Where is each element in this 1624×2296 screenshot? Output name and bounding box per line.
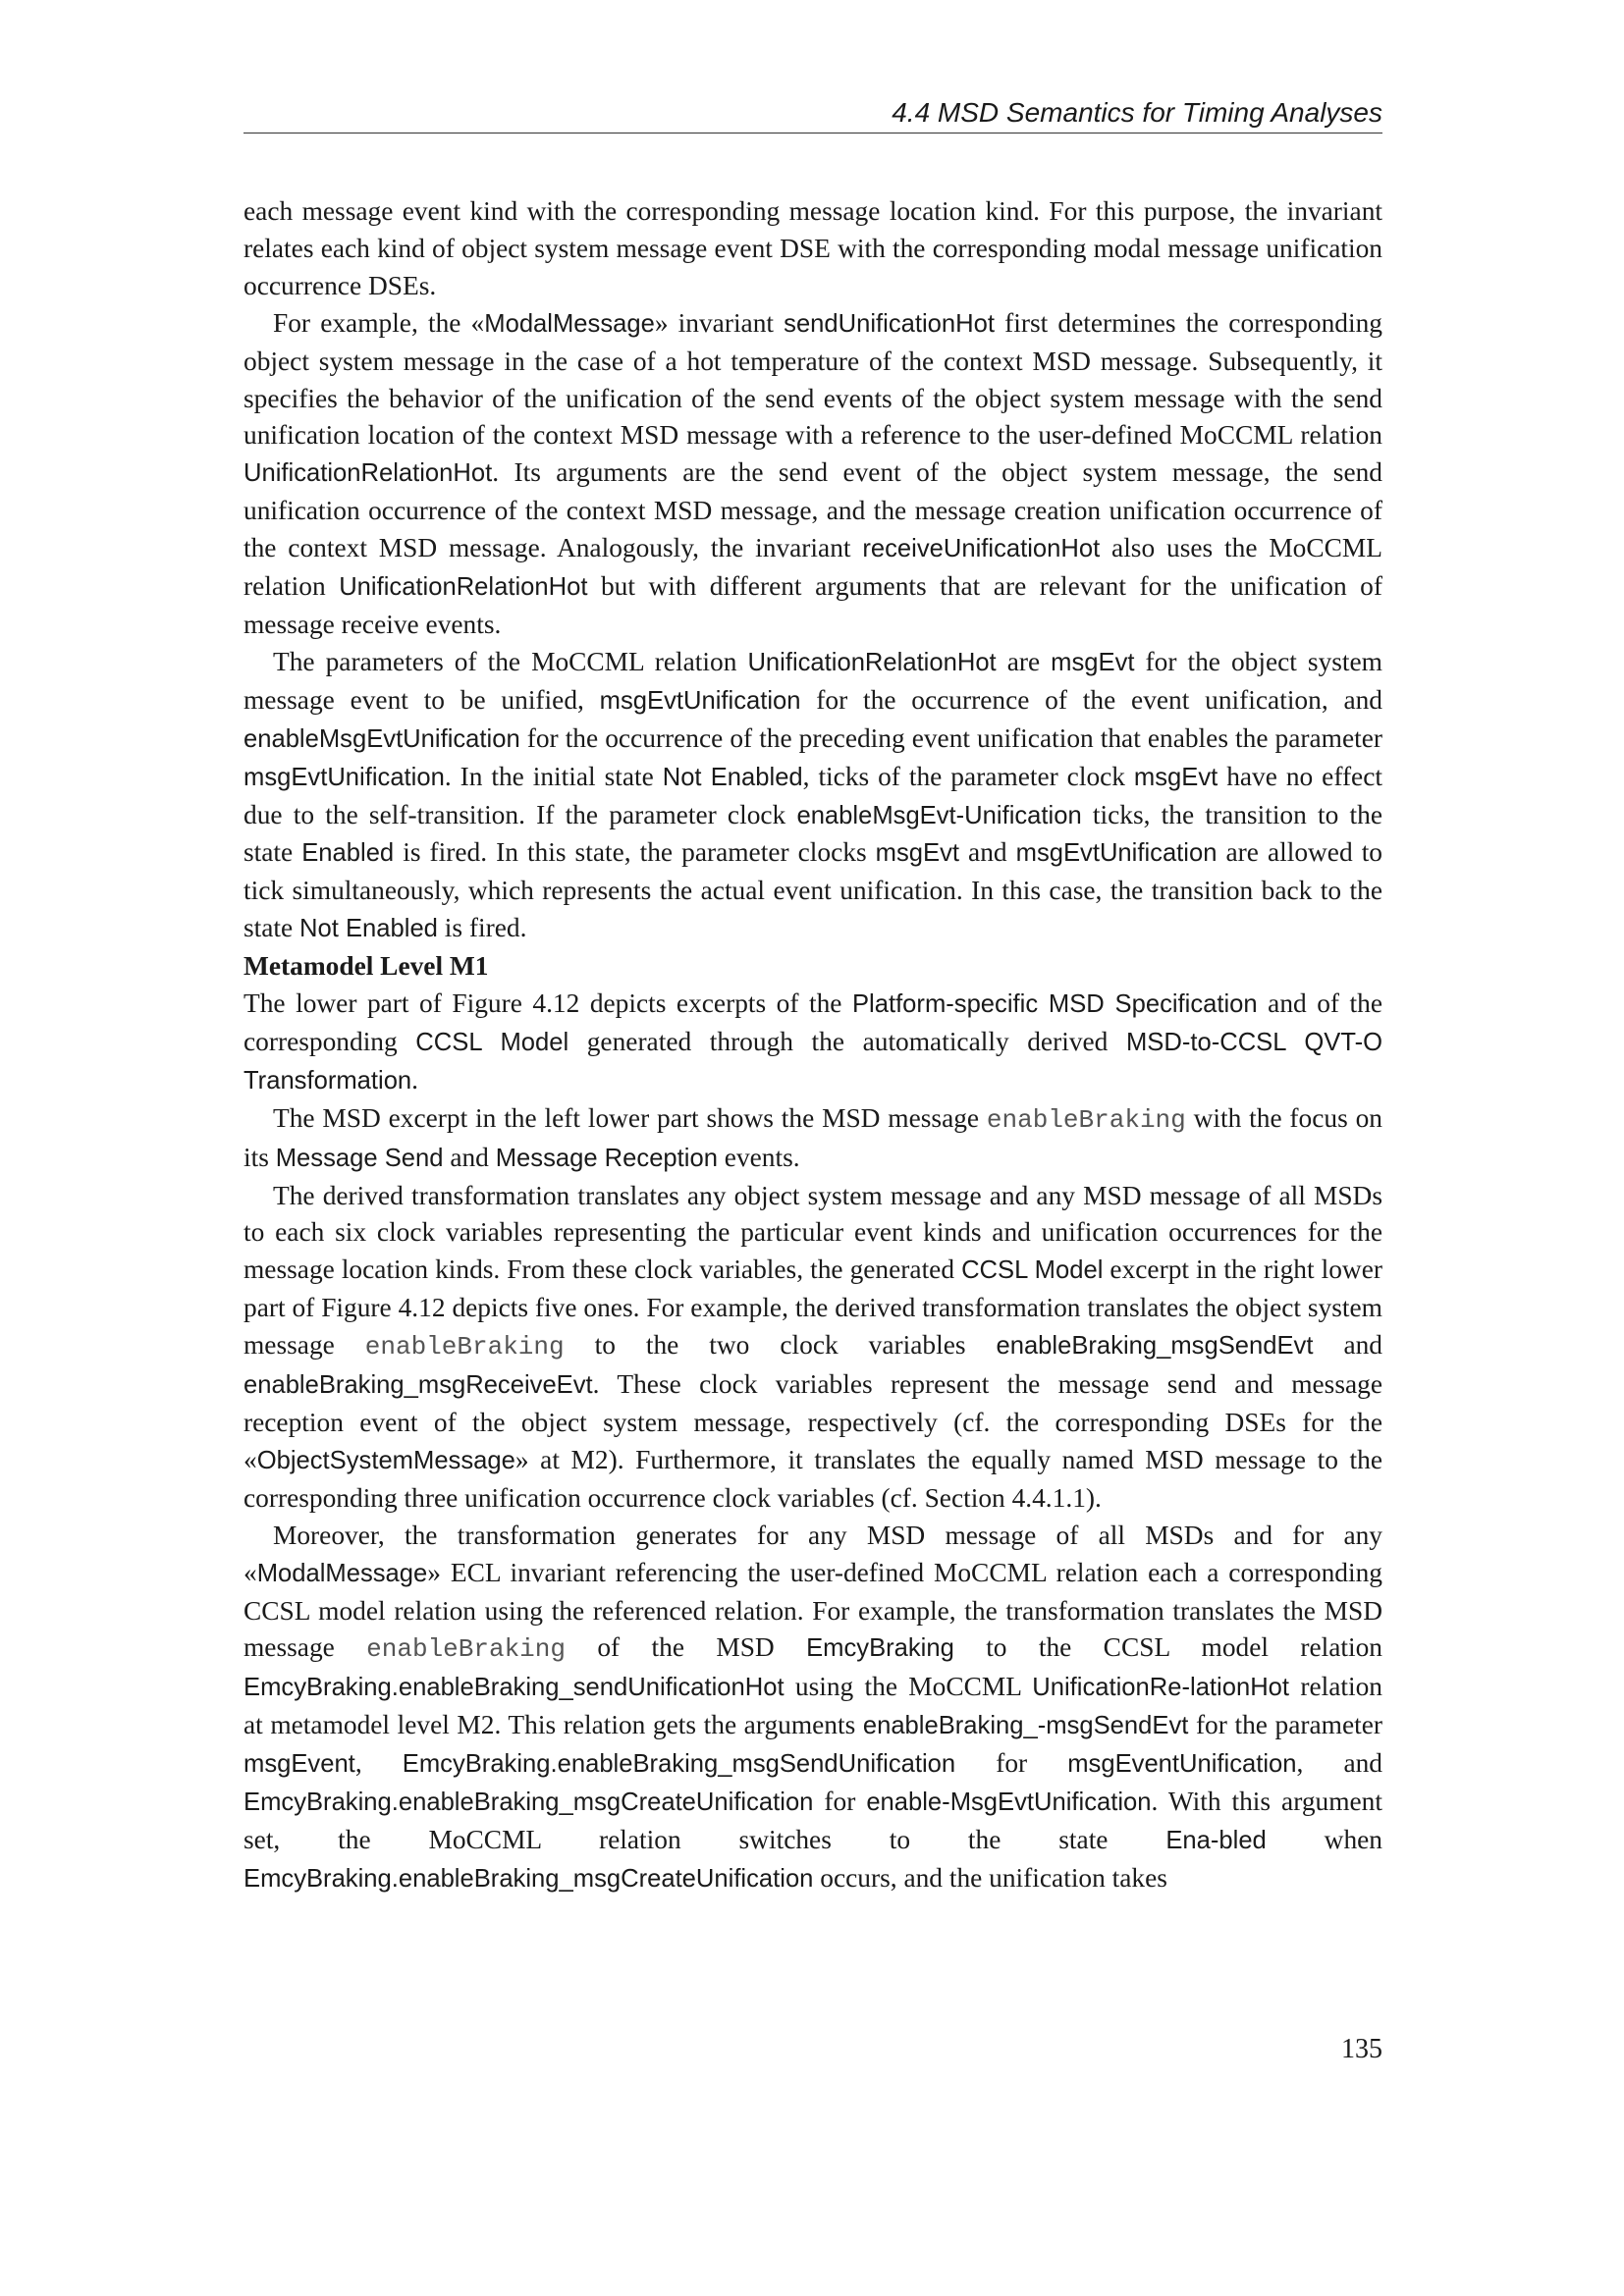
text-run: The parameters of the MoCCML relation	[273, 646, 748, 676]
code-term: EmcyBraking.enableBraking_msgCreateUnification	[244, 1789, 814, 1817]
running-header	[244, 93, 1382, 133]
text-run: Moreover, the transformation generates for any MSD message of all MSDs and for any «	[244, 1520, 1382, 1587]
text-run: for the parameter	[1188, 1710, 1382, 1740]
code-term: Not Enabled	[662, 763, 803, 791]
page-number: 135	[1341, 2034, 1382, 2064]
code-term: msgEvent	[244, 1750, 355, 1779]
code-term: enableMsgEvtUnification	[244, 724, 520, 753]
code-term: ModalMessage	[256, 1559, 428, 1587]
code-term: EmcyBraking.enableBraking_msgCreateUnification	[244, 1864, 814, 1893]
text-run: events.	[717, 1142, 800, 1172]
text-run: but with different arguments that are relevant for the unification of message receive events.	[244, 571, 1382, 639]
text-run: first determines the corresponding object system message in the case of a hot temperature of the context MSD message. Subsequently, it specifies the behavior of the unification of the send events of the object system message with the send unification location of the context MSD message with a reference to the user-defined MoCCML relation	[244, 307, 1382, 451]
paragraph-6	[244, 1178, 1382, 1518]
code-term: msgEvtUnification	[1015, 839, 1218, 868]
paragraph-7	[244, 1518, 1382, 1898]
code-term: Enabled	[301, 839, 395, 868]
paragraph-3	[244, 644, 1382, 948]
running-title: 4.4 MSD Semantics for Timing Analyses	[892, 97, 1382, 128]
text-run: The lower part of Figure 4.12 depicts excerpts of the	[244, 988, 852, 1019]
text-run: . These clock variables represent the message send and message reception event of the object system message, respectively (cf. the corresponding DSEs for the «	[244, 1369, 1382, 1474]
code-term: EmcyBraking	[806, 1634, 954, 1663]
code-term: msgEvt	[1051, 648, 1135, 676]
text-run: and	[1313, 1330, 1382, 1361]
text-run: and	[959, 837, 1016, 868]
monospace-term: enableBraking	[986, 1104, 1186, 1135]
code-term: receiveUnificationHot	[862, 535, 1101, 563]
code-term: msgEvtUnification	[244, 763, 445, 791]
text-run: relation at metamodel level M2. This relation gets the arguments	[244, 1672, 1382, 1740]
code-term: msgEvt	[875, 839, 959, 868]
code-term: UnificationRe-lationHot	[1032, 1674, 1290, 1702]
monospace-term: enableBraking	[366, 1634, 566, 1665]
code-term: Message Send	[275, 1144, 444, 1172]
code-term: enableBraking_-msgSendEvt	[862, 1712, 1189, 1740]
text-run: The derived transformation translates any object system message and any MSD message of all MSDs to each six clock variables representing the particular event kinds and unification occurrences for the message location kinds. From these clock variables, the generated	[244, 1180, 1382, 1285]
code-term: UnificationRelationHot	[244, 459, 493, 488]
text-run: » ECL invariant referencing the user-defined MoCCML relation each a corresponding CCSL model relation using the referenced relation. For example, the transformation translates the MSD message	[244, 1557, 1382, 1663]
text-run: » invariant	[654, 307, 785, 338]
text-run: have no effect due to the self-transition. If the parameter clock	[244, 761, 1382, 829]
text-run: to the CCSL model relation	[953, 1632, 1382, 1663]
code-term: Not Enabled	[299, 915, 438, 943]
code-term: Ena-bled	[1165, 1826, 1267, 1854]
text-run: is fired.	[437, 913, 527, 943]
code-term: Message Reception	[495, 1144, 718, 1172]
paragraph-2	[244, 305, 1382, 644]
text-run: using the MoCCML	[784, 1672, 1033, 1702]
code-term: CCSL Model	[961, 1256, 1104, 1285]
text-run: The MSD excerpt in the left lower part shows the MSD message	[273, 1102, 987, 1133]
text-run: , and	[1296, 1748, 1383, 1779]
text-run: is fired. In this state, the parameter clocks	[394, 837, 876, 868]
code-term: UnificationRelationHot	[747, 648, 997, 676]
code-term: Platform-specific MSD Specification	[851, 990, 1258, 1019]
code-term: enableMsgEvt-Unification	[796, 801, 1082, 829]
text-run: occurs, and the unification takes	[813, 1862, 1167, 1893]
text-run: .	[411, 1064, 419, 1095]
code-term: enableBraking_msgReceiveEvt	[244, 1371, 593, 1400]
code-term: msgEventUnification	[1067, 1750, 1297, 1779]
code-term: enableBraking_msgSendEvt	[996, 1332, 1314, 1361]
code-term: msgEvt	[1133, 763, 1218, 791]
code-term: ModalMessage	[484, 309, 655, 338]
text-run: for the occurrence of the preceding event unification that enables the parameter	[519, 722, 1382, 753]
text-run: when	[1266, 1824, 1382, 1854]
text-run: are	[996, 646, 1052, 676]
code-term: EmcyBraking.enableBraking_msgSendUnification	[402, 1750, 956, 1779]
paragraph-4	[244, 986, 1382, 1100]
code-term: ObjectSystemMessage	[256, 1446, 515, 1474]
paragraph-1	[244, 193, 1382, 305]
paragraph-text: each message event kind with the corresponding message location kind. For this purpose, the invariant relates each kind of object system message event DSE with the corresponding modal message unification occurrence DSEs.	[244, 196, 1382, 300]
code-term: sendUnificationHot	[784, 309, 995, 338]
text-run: generated through the automatically derived	[568, 1026, 1126, 1056]
text-run: for the object system message event to be unified,	[244, 646, 1382, 715]
text-run: for	[955, 1748, 1068, 1779]
text-run: ticks, the transition to the state	[244, 799, 1382, 868]
text-run: for the occurrence of the event unification, and	[800, 684, 1383, 715]
monospace-term: enableBraking	[364, 1332, 565, 1362]
text-run: are allowed to tick simultaneously, which represents the actual event unification. In this case, the transition back to the state	[244, 837, 1382, 943]
code-term: MSD-to-CCSL QVT-O Transformation	[244, 1028, 1383, 1095]
body-text	[244, 193, 1382, 1898]
text-run: and of the corresponding	[244, 988, 1382, 1056]
text-run: For example, the «	[273, 307, 485, 338]
code-term: msgEvtUnification	[599, 686, 801, 715]
paragraph-5	[244, 1100, 1382, 1178]
code-term: UnificationRelationHot	[339, 573, 588, 602]
text-run: and	[443, 1142, 496, 1172]
text-run: of the MSD	[566, 1632, 807, 1663]
section-heading: Metamodel Level M1	[244, 951, 489, 982]
code-term: enable-MsgEvtUnification	[866, 1789, 1152, 1817]
code-term: CCSL Model	[415, 1028, 569, 1056]
code-term: EmcyBraking.enableBraking_sendUnificationHot	[244, 1674, 785, 1702]
text-run: also uses the MoCCML relation	[244, 533, 1383, 602]
text-run: . With this argument set, the MoCCML relation switches to the state	[244, 1787, 1382, 1854]
text-run: » at M2). Furthermore, it translates the equally named MSD message to the corresponding three unification occurrence clock variables (cf. Section 4.4.1.1).	[244, 1444, 1382, 1513]
text-run: . Its arguments are the send event of the object system message, the send unification occurrence of the context MSD message, and the message creation unification occurrence of the context MSD message. Analogously, the invariant	[244, 457, 1382, 563]
text-run: excerpt in the right lower part of Figure 4.12 depicts five ones. For example, the derived transformation translates the object system message	[244, 1255, 1382, 1361]
text-run: with the focus on its	[244, 1102, 1382, 1172]
text-run: , ticks of the parameter clock	[802, 761, 1134, 791]
text-run: to the two clock variables	[564, 1330, 997, 1361]
text-run: ,	[354, 1748, 403, 1779]
text-run: . In the initial state	[444, 761, 663, 791]
text-run: for	[813, 1787, 867, 1817]
